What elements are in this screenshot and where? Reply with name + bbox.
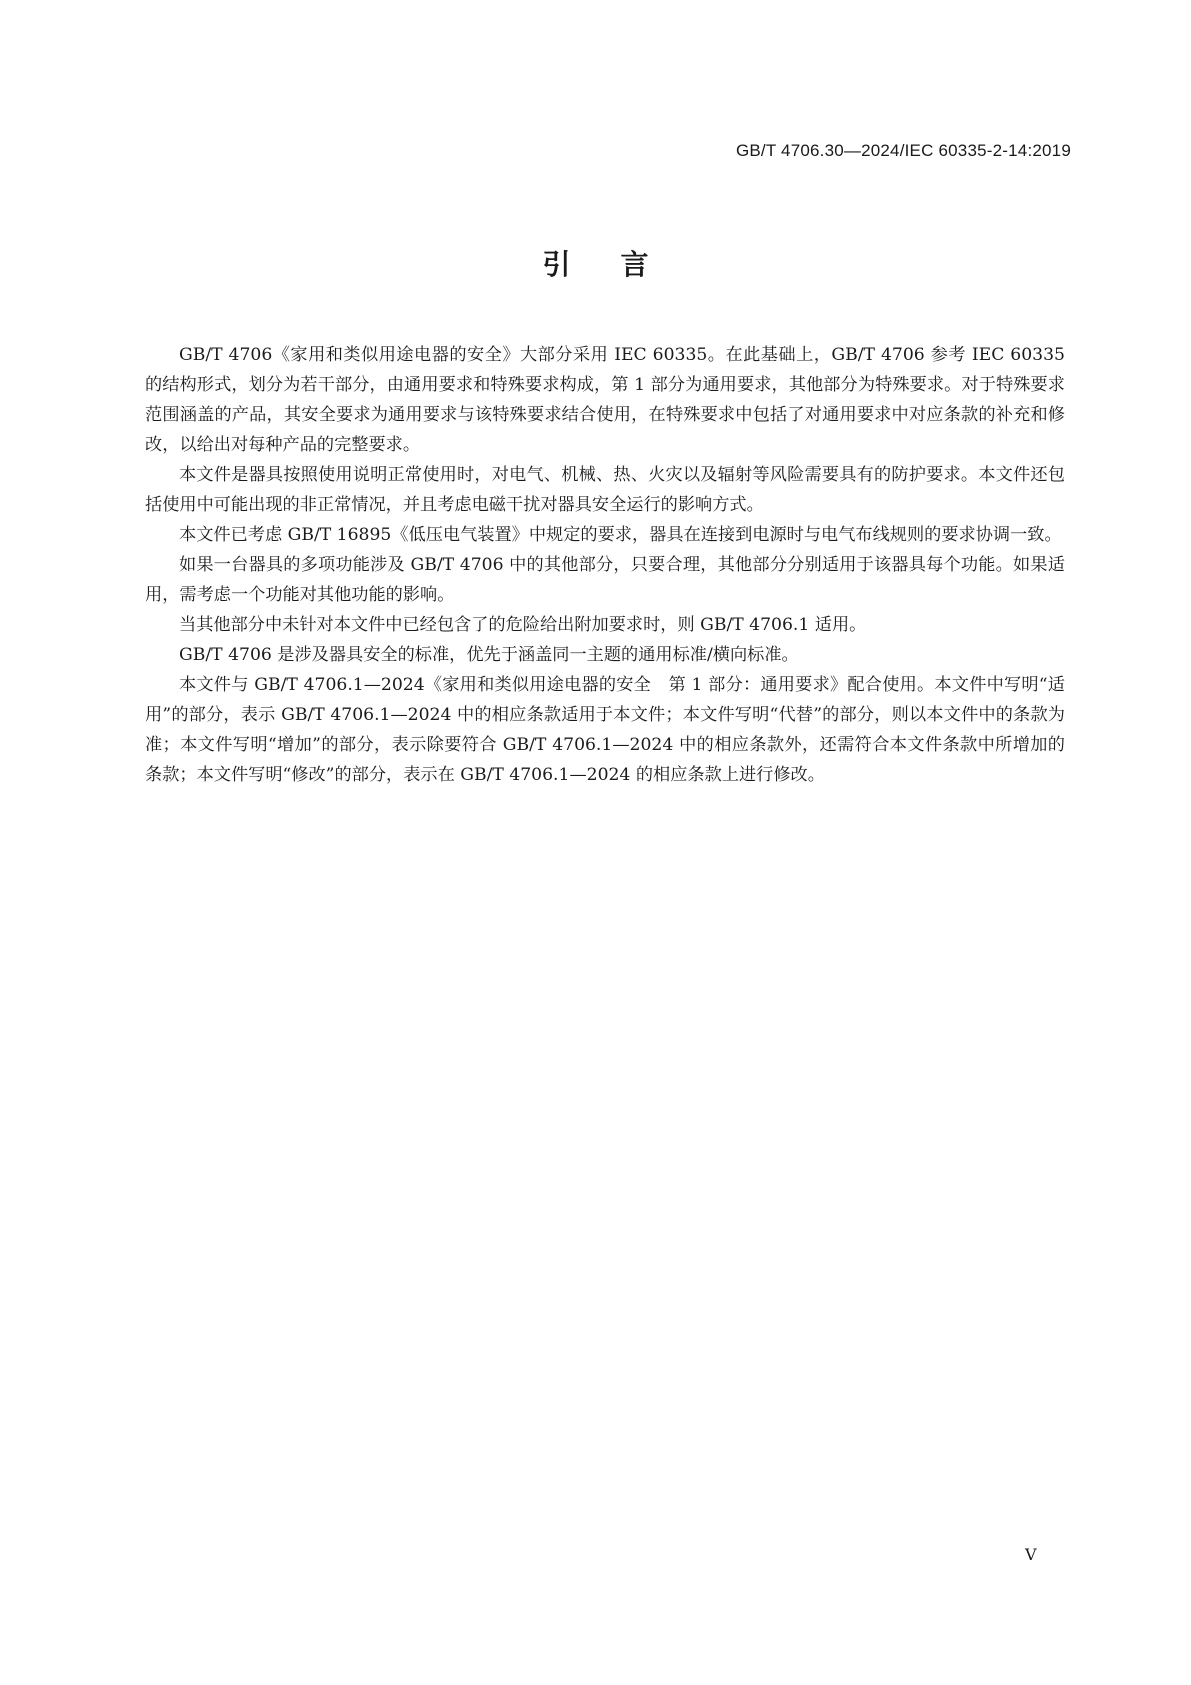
page-number: V [1025, 1545, 1037, 1564]
introduction-body [145, 340, 1065, 790]
paragraph-3: 本文件已考虑 GB/T 16895《低压电气装置》中规定的要求，器具在连接到电源时与电气布线规则的要求协调一致。 [179, 525, 1062, 545]
paragraph-4: 如果一台器具的多项功能涉及 GB/T 4706 中的其他部分，只要合理，其他部分分别适用于该器具每个功能。如果适用，需考虑一个功能对其他功能的影响。 [145, 555, 1065, 605]
standard-code: GB/T 4706.30—2024/IEC 60335-2-14:2019 [735, 141, 1071, 160]
paragraph-6: GB/T 4706 是涉及器具安全的标准，优先于涵盖同一主题的通用标准/横向标准。 [179, 645, 799, 665]
paragraph-5: 当其他部分中未针对本文件中已经包含了的危险给出附加要求时，则 GB/T 4706.1 适用。 [179, 615, 867, 635]
paragraph-7: 本文件与 GB/T 4706.1—2024《家用和类似用途电器的安全 第 1 部分：通用要求》配合使用。本文件中写明“适用”的部分，表示 GB/T 4706.1—2024 中的相应条款适用于本文件；本文件写明“代替”的部分，则以本文件中的条款为准；本文件写明“增加”的部分，表示除要符合 GB/T 4706.1—2024 中的相应条款外，还需符合本文件条款中所增加的条款；本文件写明“修改”的部分，表示在 GB/T 4706.1—2024 的相应条款上进行修改。 [145, 675, 1065, 785]
paragraph-1: GB/T 4706《家用和类似用途电器的安全》大部分采用 IEC 60335。在此基础上，GB/T 4706 参考 IEC 60335 的结构形式，划分为若干部分，由通用要求和特殊要求构成，第 1 部分为通用要求，其他部分为特殊要求。对于特殊要求范围涵盖的产品，其安全要求为通用要求与该特殊要求结合使用，在特殊要求中包括了对通用要求中对应条款的补充和修改，以给出对每种产品的完整要求。 [145, 345, 1065, 455]
page-title: 引言 [542, 248, 699, 281]
paragraph-2: 本文件是器具按照使用说明正常使用时，对电气、机械、热、火灾以及辐射等风险需要具有的防护要求。本文件还包括使用中可能出现的非正常情况，并且考虑电磁干扰对器具安全运行的影响方式。 [145, 465, 1065, 515]
